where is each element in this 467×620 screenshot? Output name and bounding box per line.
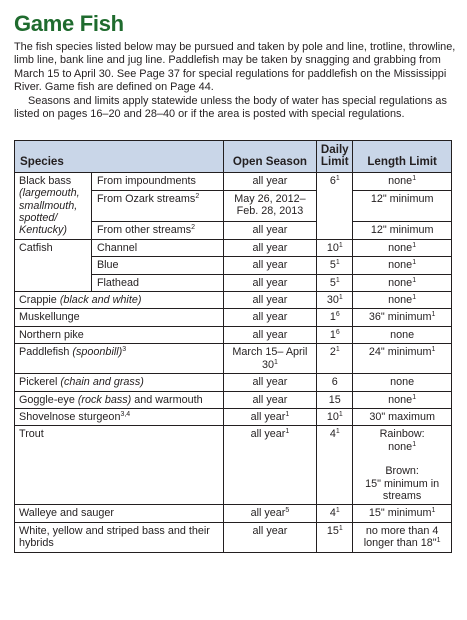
footnote-ref: 1 [431, 346, 436, 354]
species-name: Crappie [19, 294, 57, 307]
length-limit-cell [353, 172, 452, 190]
length-limit-value: 12" minimum [370, 192, 434, 205]
daily-limit-cell [317, 344, 353, 374]
daily-limit-value: 15 [326, 524, 339, 537]
footnote-ref: 1 [285, 428, 290, 436]
intro-paragraph-1: The fish species listed below may be pursued and taken by pole and line, trotline, throwline, limb line, bank line and jug line. Paddlefish may be taken by snagging and grabbing from March 15 to April 30. See Page 37 for special regulations for paddlefish on the Mississippi River. Game fish are defined on Page 44. [14, 41, 456, 94]
season-cell: all year [223, 274, 317, 291]
length-limit-cell [353, 190, 452, 221]
intro-text [14, 41, 458, 121]
daily-limit-value: 4 [329, 507, 336, 520]
footnote-ref: 1 [412, 294, 417, 302]
daily-limit-value: 4 [329, 428, 336, 441]
species-name: Paddlefish [19, 346, 70, 359]
subspecies-label: From other streams [96, 223, 192, 236]
length-limit-value: none [390, 328, 415, 341]
daily-limit-value: 5 [329, 276, 336, 289]
page-title: Game Fish [14, 11, 124, 36]
footnote-ref: 1 [335, 507, 340, 515]
daily-limit-cell [317, 274, 353, 291]
table-row [15, 505, 452, 522]
footnote-ref: 1 [335, 276, 340, 284]
daily-limit-value: 30 [326, 294, 339, 307]
footnote-ref: 1 [412, 259, 417, 267]
daily-limit-value: 1 [329, 311, 336, 324]
season-cell [223, 505, 317, 522]
length-limit-value: 15" minimum [368, 507, 432, 520]
footnote-ref: 5 [285, 507, 290, 515]
length-limit-value: none [388, 174, 413, 187]
species-cell: Catfish [15, 239, 92, 291]
footnote-ref: 1 [412, 393, 417, 401]
season-cell: May 26, 2012– Feb. 28, 2013 [223, 190, 317, 221]
footnote-ref: 1 [431, 311, 436, 319]
species-cell: Trout [15, 426, 224, 505]
footnote-ref: 1 [338, 410, 343, 418]
footnote-ref: 1 [338, 294, 343, 302]
footnote-ref: 2 [195, 192, 200, 200]
species-cell [15, 292, 224, 309]
length-limit-value: none [388, 294, 413, 307]
length-limit-cell [353, 221, 452, 239]
daily-limit-value: 15 [328, 393, 341, 406]
table-row [15, 374, 452, 391]
footnote-ref: 1 [412, 440, 417, 448]
table-row [15, 309, 452, 326]
length-limit-cell [353, 344, 452, 374]
daily-limit-cell [317, 292, 353, 309]
species-name: Northern pike [19, 328, 84, 341]
species-name: Shovelnose sturgeon [19, 410, 121, 423]
table-row [15, 408, 452, 425]
season-cell: all year [223, 309, 317, 326]
length-limit-value: 24" minimum [368, 346, 432, 359]
header-open-season: Open Season [223, 141, 317, 173]
season-cell: all year [223, 221, 317, 239]
season-value: March 15– April 30 [232, 346, 308, 371]
species-cell [15, 374, 224, 391]
length-limit-cell [353, 326, 452, 343]
daily-limit-value: 2 [329, 346, 336, 359]
daily-limit-value: 10 [326, 241, 339, 254]
daily-limit-cell [317, 257, 353, 274]
rainbow-label: Rainbow: [379, 428, 425, 441]
rainbow-limit [356, 441, 448, 453]
subspecies-label: From Ozark streams [96, 192, 196, 205]
species-name: Black bass [19, 174, 72, 187]
species-qualifier: (largemouth, smallmouth, spotted/ Kentucky) [19, 187, 80, 237]
header-length-limit: Length Limit [353, 141, 452, 173]
brown-label: Brown: [385, 465, 419, 478]
length-limit-cell [353, 274, 452, 291]
footnote-ref: 1 [431, 507, 436, 515]
rainbow-limit-value: none [388, 440, 413, 453]
length-limit-value: none [388, 276, 413, 289]
table-row [15, 344, 452, 374]
length-limit-value: 12" minimum [370, 223, 434, 236]
season-cell: all year [223, 172, 317, 190]
daily-limit-cell [317, 326, 353, 343]
species-qualifier: (spoonbill) [72, 346, 123, 359]
subspecies-cell [91, 172, 223, 190]
species-name: Muskellunge [19, 311, 80, 324]
subspecies-cell: Flathead [91, 274, 223, 291]
species-cell [15, 309, 224, 326]
season-value: all year [250, 428, 286, 441]
footnote-ref: 2 [191, 223, 196, 231]
daily-limit-cell [317, 408, 353, 425]
daily-limit-cell [317, 172, 353, 239]
table-row [15, 292, 452, 309]
daily-limit-value: 6 [329, 174, 336, 187]
table-row [15, 239, 452, 256]
species-qualifier: (chain and grass) [60, 376, 144, 389]
footnote-ref: 1 [412, 174, 417, 182]
length-limit-value: no more than 4 longer than 18" [363, 524, 439, 550]
length-limit-cell [353, 426, 452, 505]
subspecies-cell: Blue [91, 257, 223, 274]
season-cell: all year [223, 257, 317, 274]
length-limit-cell [353, 408, 452, 425]
daily-limit-value: 6 [331, 376, 338, 389]
species-cell: Walleye and sauger [15, 505, 224, 522]
footnote-ref: 1 [335, 174, 340, 182]
species-name: Pickerel [19, 376, 58, 389]
species-qualifier: (rock bass) [77, 393, 132, 406]
table-row [15, 172, 452, 190]
species-qualifier: (black and white) [59, 294, 142, 307]
species-cell: White, yellow and striped bass and their hybrids [15, 522, 224, 552]
footnote-ref: 6 [335, 328, 340, 336]
footnote-ref: 1 [412, 276, 417, 284]
length-limit-cell [353, 505, 452, 522]
daily-limit-cell [317, 309, 353, 326]
length-limit-value: 36" minimum [368, 311, 432, 324]
footnote-ref: 3,4 [120, 410, 131, 418]
season-cell: all year [223, 522, 317, 552]
length-limit-cell [353, 292, 452, 309]
header-daily-limit-line-1: Daily [320, 143, 349, 156]
season-cell: all year [223, 326, 317, 343]
species-cell [15, 391, 224, 408]
footnote-ref: 1 [335, 428, 340, 436]
length-limit-value: none [390, 376, 415, 389]
daily-limit-cell [317, 505, 353, 522]
length-limit-value: 30" maximum [369, 410, 435, 423]
subspecies-label: From impoundments [96, 174, 196, 187]
footnote-ref: 1 [338, 524, 343, 532]
length-limit-cell [353, 374, 452, 391]
table-row [15, 391, 452, 408]
header-daily-limit-line-2: Limit [320, 155, 349, 169]
season-cell: all year [223, 391, 317, 408]
length-limit-cell [353, 309, 452, 326]
season-value: all year [250, 507, 286, 520]
season-cell [223, 408, 317, 425]
table-header-row [15, 141, 452, 173]
intro-paragraph-2: Seasons and limits apply statewide unless the body of water has special regulations as listed on pages 16–20 and 28–40 or if the area is posted with special regulations. [14, 94, 447, 121]
subspecies-cell [91, 190, 223, 221]
species-cell [15, 344, 224, 374]
daily-limit-cell [317, 522, 353, 552]
length-limit-cell [353, 522, 452, 552]
season-value: all year [250, 410, 286, 423]
subspecies-cell: Channel [91, 239, 223, 256]
species-name: Goggle-eye [19, 393, 75, 406]
species-cell [15, 326, 224, 343]
table-row [15, 326, 452, 343]
footnote-ref: 1 [335, 259, 340, 267]
brown-limit: 15" minimum in streams [365, 477, 440, 502]
footnote-ref: 1 [412, 241, 417, 249]
length-limit-cell [353, 239, 452, 256]
season-cell [223, 344, 317, 374]
length-limit-value: none [388, 241, 413, 254]
footnote-ref: 1 [285, 410, 290, 418]
length-limit-cell [353, 391, 452, 408]
header-species: Species [15, 141, 224, 173]
footnote-ref: 3 [122, 346, 127, 354]
table-row [15, 522, 452, 552]
daily-limit-cell [317, 426, 353, 505]
length-limit-cell [353, 257, 452, 274]
game-fish-table [14, 140, 452, 553]
season-cell: all year [223, 374, 317, 391]
season-cell: all year [223, 239, 317, 256]
season-cell [223, 426, 317, 505]
footnote-ref: 6 [335, 311, 340, 319]
species-cell [15, 172, 92, 239]
daily-limit-value: 5 [329, 259, 336, 272]
daily-limit-value: 1 [329, 328, 336, 341]
daily-limit-cell [317, 391, 353, 408]
species-name-rest: and warmouth [131, 393, 203, 406]
season-cell: all year [223, 292, 317, 309]
length-limit-value: none [388, 393, 413, 406]
daily-limit-cell [317, 374, 353, 391]
table-row [15, 426, 452, 505]
length-limit-value: none [388, 259, 413, 272]
footnote-ref: 1 [338, 241, 343, 249]
daily-limit-cell [317, 239, 353, 256]
footnote-ref: 1 [335, 346, 340, 354]
subspecies-cell [91, 221, 223, 239]
footnote-ref: 1 [273, 358, 278, 366]
daily-limit-value: 10 [326, 410, 339, 423]
footnote-ref: 1 [436, 537, 441, 545]
header-daily-limit [317, 141, 353, 173]
species-cell [15, 408, 224, 425]
